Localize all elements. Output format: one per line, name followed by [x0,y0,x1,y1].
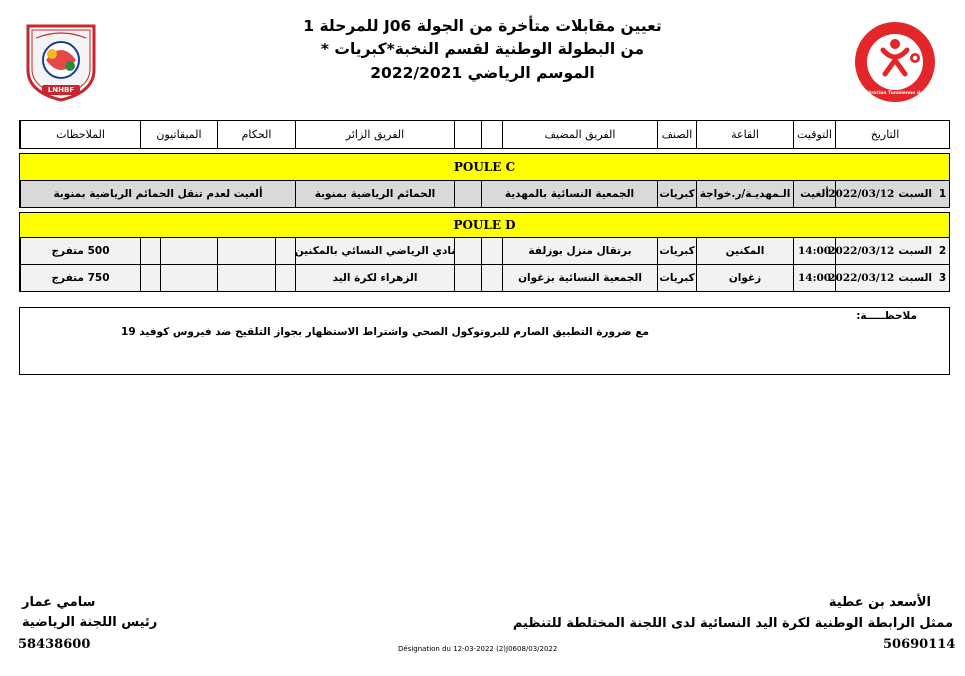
row-venue: زغوان [696,265,793,291]
row-category: كبريات [657,238,696,264]
designation-reference: Désignation du 12-03-2022 (2)J0608/03/2022 [398,645,558,653]
right-signatory-phone: 50690114 [883,637,956,652]
row-notes: 750 متفرج [20,265,140,291]
row-blank [454,238,481,264]
left-signatory-name: سامي عمار [22,595,96,610]
row-host: الجمعية النسائية بالمهدية [481,181,657,207]
table-row [19,181,950,208]
row-timekeeper [160,238,217,264]
table-header-row [19,120,950,149]
row-date-value: 2022/03/12 [828,188,895,200]
row-visitor: نادي الرياضي النسائي بالمكنين [295,238,454,264]
header-referee: الحكام [217,121,295,148]
row-notes: ألغيت لعدم تنقل الحمائم الرياضية بمنوبة [20,181,295,207]
right-signatory-name: الأسعد بن عطية [828,595,931,610]
note-box [19,307,950,375]
row-number: 3 [938,272,947,284]
row-visitor: الحمائم الرياضية بمنوبة [295,181,454,207]
row-category: كبريات [657,265,696,291]
row-blank [454,265,481,291]
header-host: الفريق المضيف [502,121,657,148]
left-signatory-title: رئيس اللجنة الرياضية [22,615,158,630]
header-category: الصنف [657,121,696,148]
row-number: 2 [938,245,947,257]
row-host: برتقال منزل بوزلفة [502,238,657,264]
poule-c-band: POULE C [19,153,950,181]
row-category: كبريات [657,181,696,207]
note-label: ملاحظـــــة: [856,310,917,322]
row-day: السبت [898,188,932,200]
row-blank [481,238,502,264]
header-notes: الملاحظات [20,121,140,148]
poule-d-band: POULE D [19,212,950,238]
header-blank-1 [481,121,502,148]
row-blank [481,265,502,291]
row-referee [217,265,275,291]
row-blank [140,265,160,291]
row-date-value: 2022/03/12 [828,272,895,284]
table-row [19,238,950,265]
header-num-cell [934,121,951,148]
fthb-logo-text: Fédération Tunisienne de Handball [859,91,948,96]
row-date [828,238,934,264]
row-timekeeper [160,265,217,291]
row-referee [217,238,275,264]
row-date [828,181,934,207]
row-date [828,265,934,291]
note-text: مع ضرورة التطبيق الصارم للبروتوكول الصحي واشتراط الاستظهار بجواز التلقيح ضد فيروس كوفيد 19 [121,326,649,338]
row-day: السبت [898,245,932,257]
header-date: التاريخ [835,121,934,148]
row-blank [140,238,160,264]
page-title: تعيين مقابلات متأخرة من الجولة J06 للمرحلة 1 [303,17,662,35]
header-visitor: الفريق الزائر [295,121,454,148]
row-number: 1 [938,188,947,200]
row-notes: 500 متفرج [20,238,140,264]
row-day: السبت [898,272,932,284]
row-time: ألغيت [793,181,835,207]
left-signatory-phone: 58438600 [18,637,91,652]
right-signatory-title: ممثل الرابطة الوطنية لكرة اليد النسائية لدى اللجنة المختلطة للتنظيم [512,616,953,631]
header-blank-2 [454,121,481,148]
page-subtitle: من البطولة الوطنية لقسم النخبة*كبريات * [320,40,645,58]
header-timekeeper: الميقاتيون [140,121,217,148]
row-blank [454,181,481,207]
table-row [19,265,950,292]
header-time: التوقيت [793,121,835,148]
lnhbf-logo-text: LNHBF [47,86,75,94]
row-time: 14:00 [793,265,835,291]
row-date-value: 2022/03/12 [828,245,895,257]
row-blank [275,238,295,264]
row-venue: المكنين [696,238,793,264]
header-venue: القاعة [696,121,793,148]
season-title: الموسم الرياضي 2022/2021 [370,64,595,82]
row-host: الجمعية النسائية بزغوان [502,265,657,291]
row-blank [275,265,295,291]
row-visitor: الزهراء لكرة اليد [295,265,454,291]
row-venue: الـمهديـة/ر.خواجة [696,181,793,207]
row-time: 14:00 [793,238,835,264]
